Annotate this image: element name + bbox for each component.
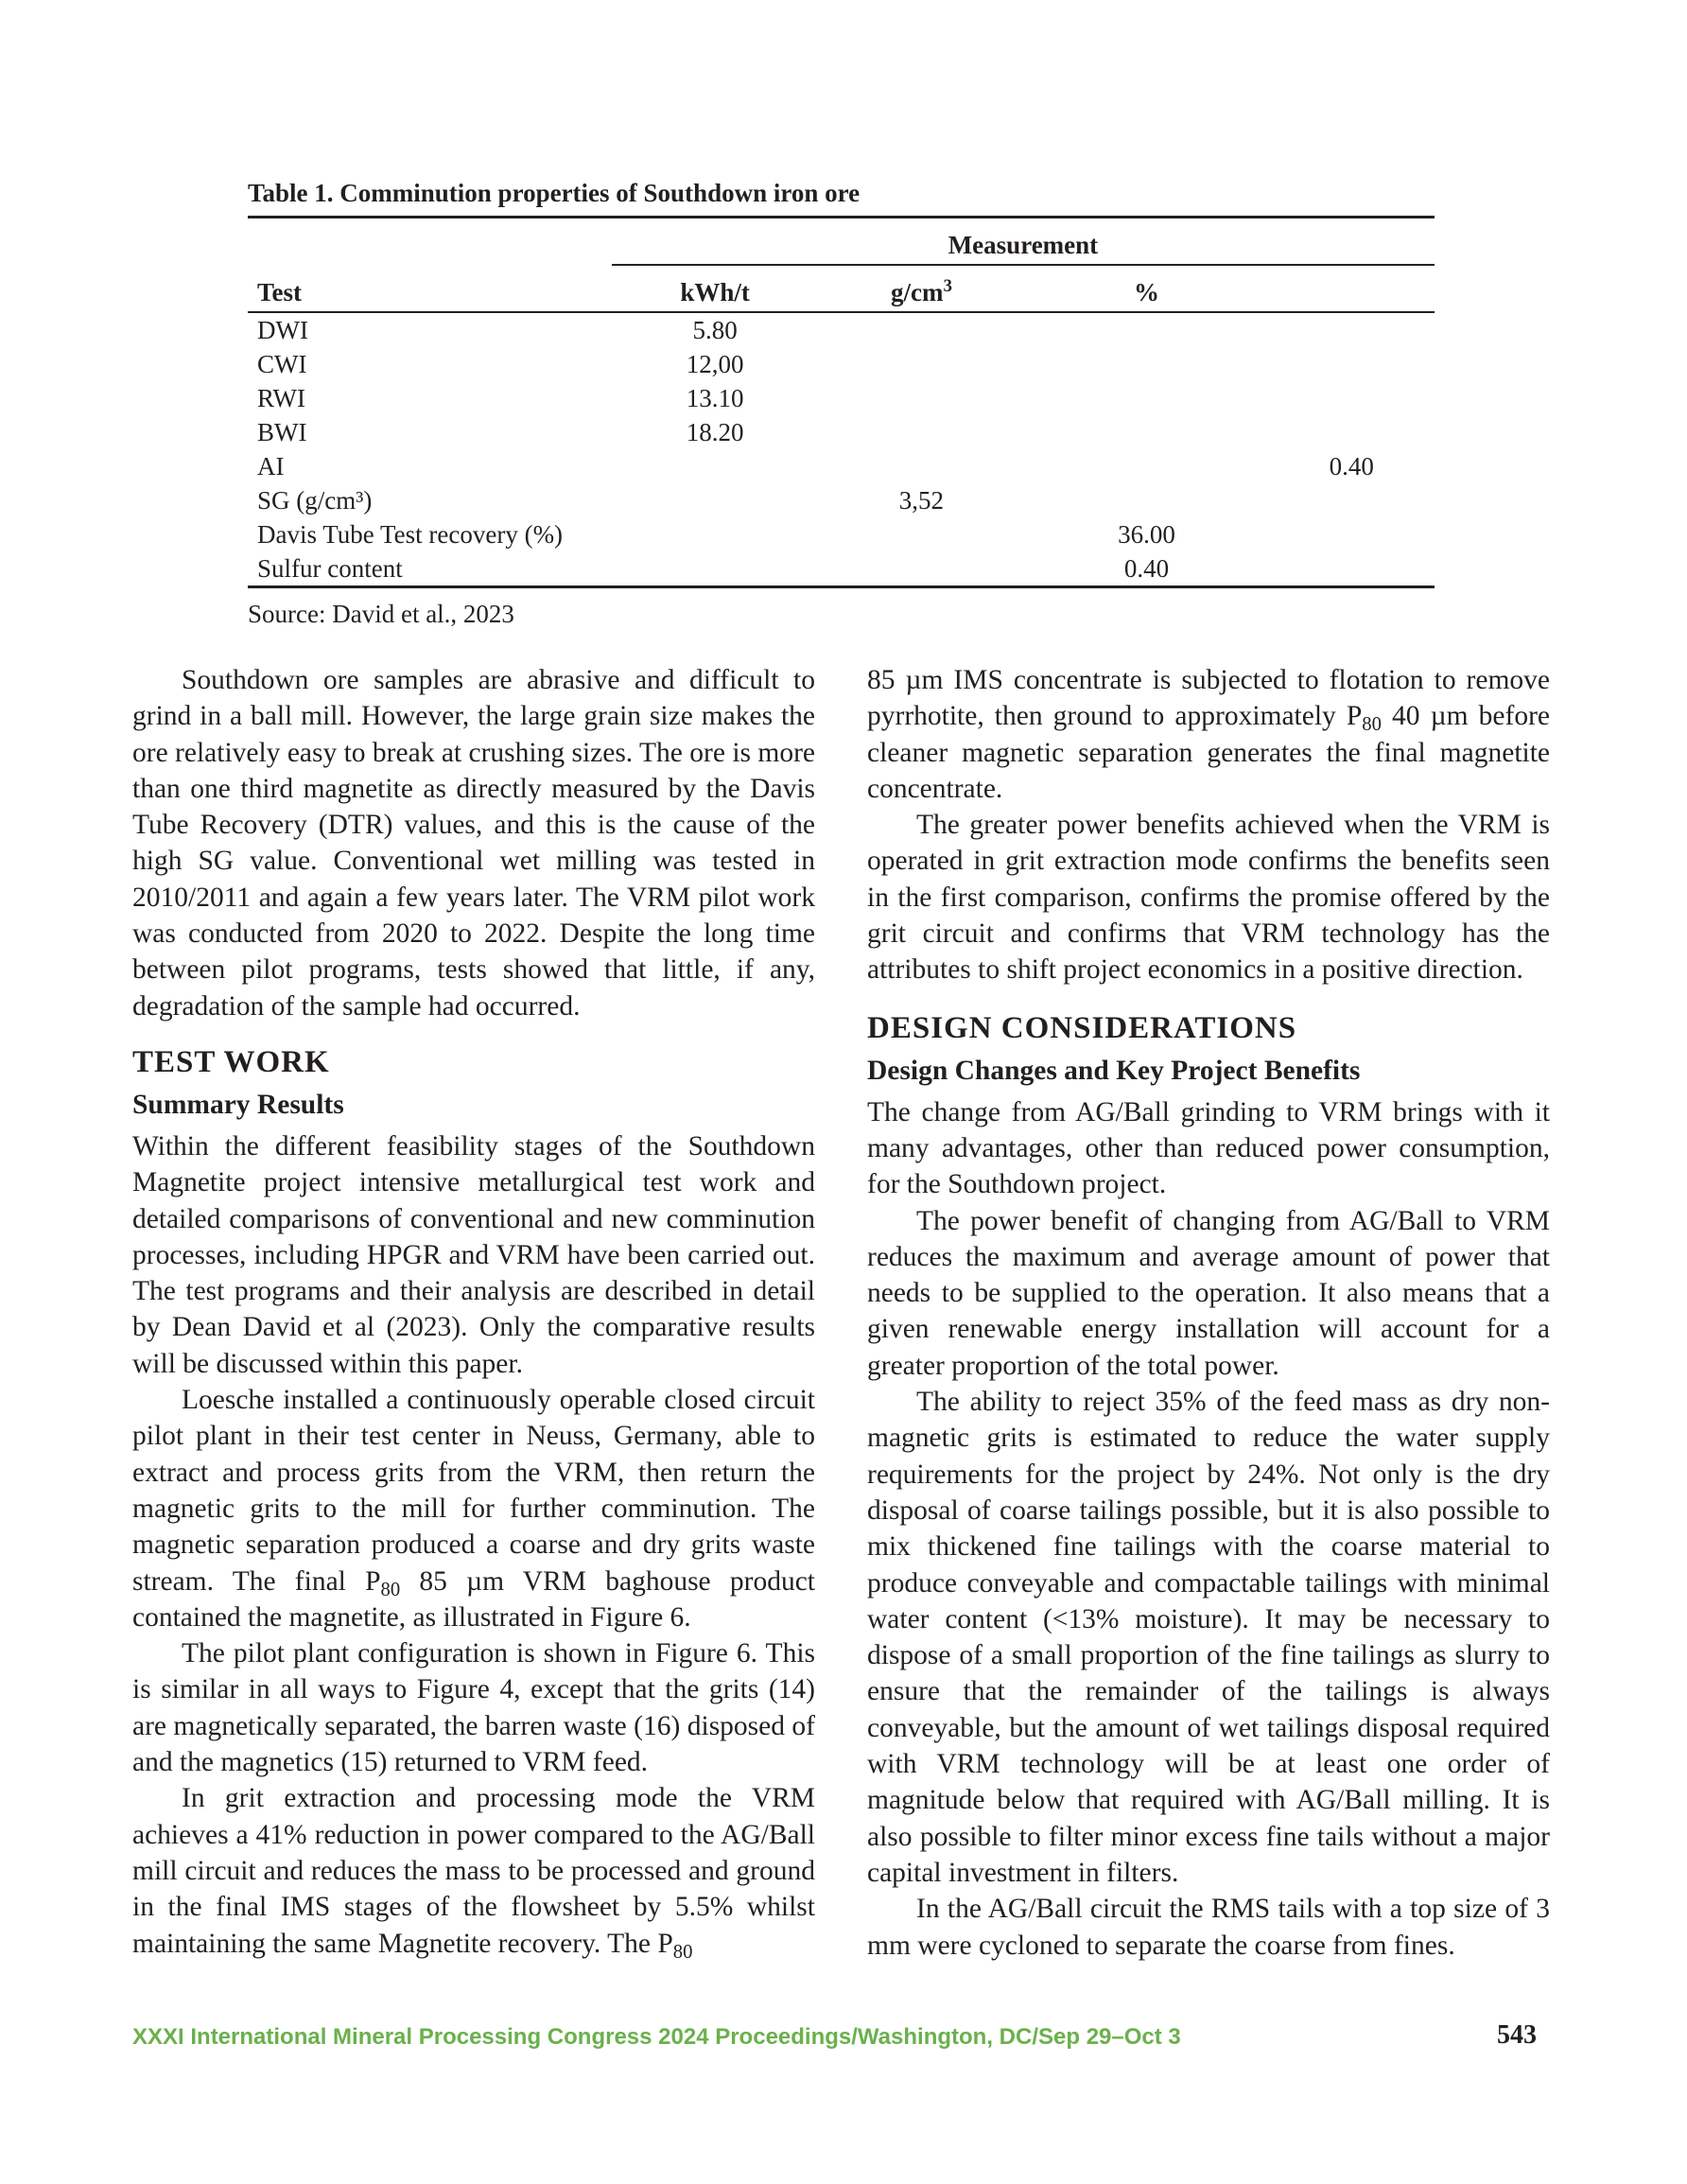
paragraph: Within the different feasibility stages of the Southdown Magnetite project intensive metallurgical test work and detailed comparisons of conventional and new comminution processes, including HPGR and VRM have been carried out. The test programs and their analysis are described in detail by Dean David et al (2023). Only the comparative results will be discussed within this paper. <box>132 1130 815 1379</box>
col-header-kwh: kWh/t <box>612 265 818 312</box>
table-row: AI 0.40 <box>257 452 1374 480</box>
table-row: CWI 12,00 <box>257 350 744 378</box>
table-row: RWI 13.10 <box>257 384 744 412</box>
table-1 <box>248 176 1435 632</box>
paragraph: The ability to reject 35% of the feed mass as dry non-magnetic grits is estimated to reduce the water supply requirements for the project by 24%. Not only is the dry disposal of coarse tailings possible, but it is also possible to mix thickened fine tailings with the coarse material to produce conveyable and compactable tailings with minimal water content (<13% moisture). It may be necessary to dispose of a small proportion of the fine tailings as slurry to ensure that the remainder of the tailings is always conveyable, but the amount of wet tailings disposal required with VRM technology will be at least one order of magnitude below that required with AG/Ball milling. It is also possible to filter minor excess fine tails without a major capital investment in filters. <box>867 1387 1550 1888</box>
table-row: SG (g/cm³) 3,52 <box>257 486 945 515</box>
paragraph: Southdown ore samples are abrasive and difficult to grind in a ball mill. However, the large grain size makes the ore relatively easy to break at crushing sizes. The ore is more than one third magnetite as directly measured by the Davis Tube Recovery (DTR) values, and this is the cause of the high SG value. Conventional wet milling was tested in 2010/2011 and again a few years later. The VRM pilot work was conducted from 2020 to 2022. Despite the long time between pilot programs, tests showed that little, if any, degradation of the sample had occurred. <box>132 665 815 1022</box>
section-heading-design-considerations: DESIGN CONSIDERATIONS <box>867 1010 1297 1045</box>
paragraph: The pilot plant configuration is shown in Figure 6. This is similar in all ways to Figure 4, except that the grits (14) are magnetically separated, the barren waste (16) disposed of and the magnetics (15) returned to VRM feed. <box>132 1638 815 1778</box>
col-header-test: Test <box>248 265 612 312</box>
paragraph: The change from AG/Ball grinding to VRM brings with it many advantages, other than reduced power consumption, for the Southdown project. <box>867 1096 1550 1200</box>
paragraph: In the AG/Ball circuit the RMS tails with a top size of 3 mm were cycloned to separate the coarse from fines. <box>867 1894 1550 1961</box>
subsection-heading-design-changes: Design Changes and Key Project Benefits <box>867 1055 1361 1086</box>
footer-proceedings-text: XXXI International Mineral Processing Congress 2024 Proceedings/Washington, DC/Sep 29–Oct 3 <box>132 2024 1181 2050</box>
paragraph: Loesche installed a continuously operable closed circuit pilot plant in their test center in Neuss, Germany, able to extract and process grits from the VRM, then return the magnetic grits to the mill for further comminution. The magnetic separation produced a coarse and dry grits waste stream. The final $P_{80}$ 85 µm VRM baghouse product contained the magnetite, as illustrated in Figure 6. <box>132 1385 815 1633</box>
col-header-gcm: $g/cm^3$ <box>818 265 1024 312</box>
measurement-header: Measurement <box>612 218 1435 265</box>
col-header-pct: % <box>1025 265 1269 312</box>
table-source: Source: David et al., 2023 <box>248 600 514 628</box>
table-row: Davis Tube Test recovery (%) 36.00 <box>257 520 1175 549</box>
table-title: Table 1. Comminution properties of Southdown iron ore <box>248 176 1435 218</box>
right-column <box>867 662 1550 1964</box>
paragraph: In grit extraction and processing mode the VRM achieves a 41% reduction in power compared to the AG/Ball mill circuit and reduces the mass to be processed and ground in the final IMS stages of the flowsheet by 5.5% whilst maintaining the same Magnetite recovery. The $P_{80}$ <box>132 1783 815 1963</box>
subsection-heading-summary-results: Summary Results <box>132 1089 344 1120</box>
table-row: Sulfur content 0.40 <box>248 551 1435 587</box>
paragraph: 85 µm IMS concentrate is subjected to flotation to remove pyrrhotite, then ground to approximately $P_{80}$ 40 µm before cleaner magnetic separation generates the final magnetite concentrate. <box>867 665 1551 804</box>
table-row: DWI 5.80 <box>257 316 738 344</box>
left-column <box>132 662 815 1962</box>
comminution-table <box>248 218 1435 588</box>
table-row: BWI 18.20 <box>257 418 744 446</box>
paragraph: The power benefit of changing from AG/Ball to VRM reduces the maximum and average amount of power that needs to be supplied to the operation. It also means that a given renewable energy installation will account for a greater proportion of the total power. <box>867 1205 1550 1381</box>
section-heading-test-work: TEST WORK <box>132 1044 330 1079</box>
page-number: 543 <box>1497 2020 1537 2050</box>
paragraph: The greater power benefits achieved when the VRM is operated in grit extraction mode confirms the benefits seen in the first comparison, confirms the promise offered by the grit circuit and confirms that VRM technology has the attributes to shift project economics in a positive direction. <box>867 810 1550 986</box>
